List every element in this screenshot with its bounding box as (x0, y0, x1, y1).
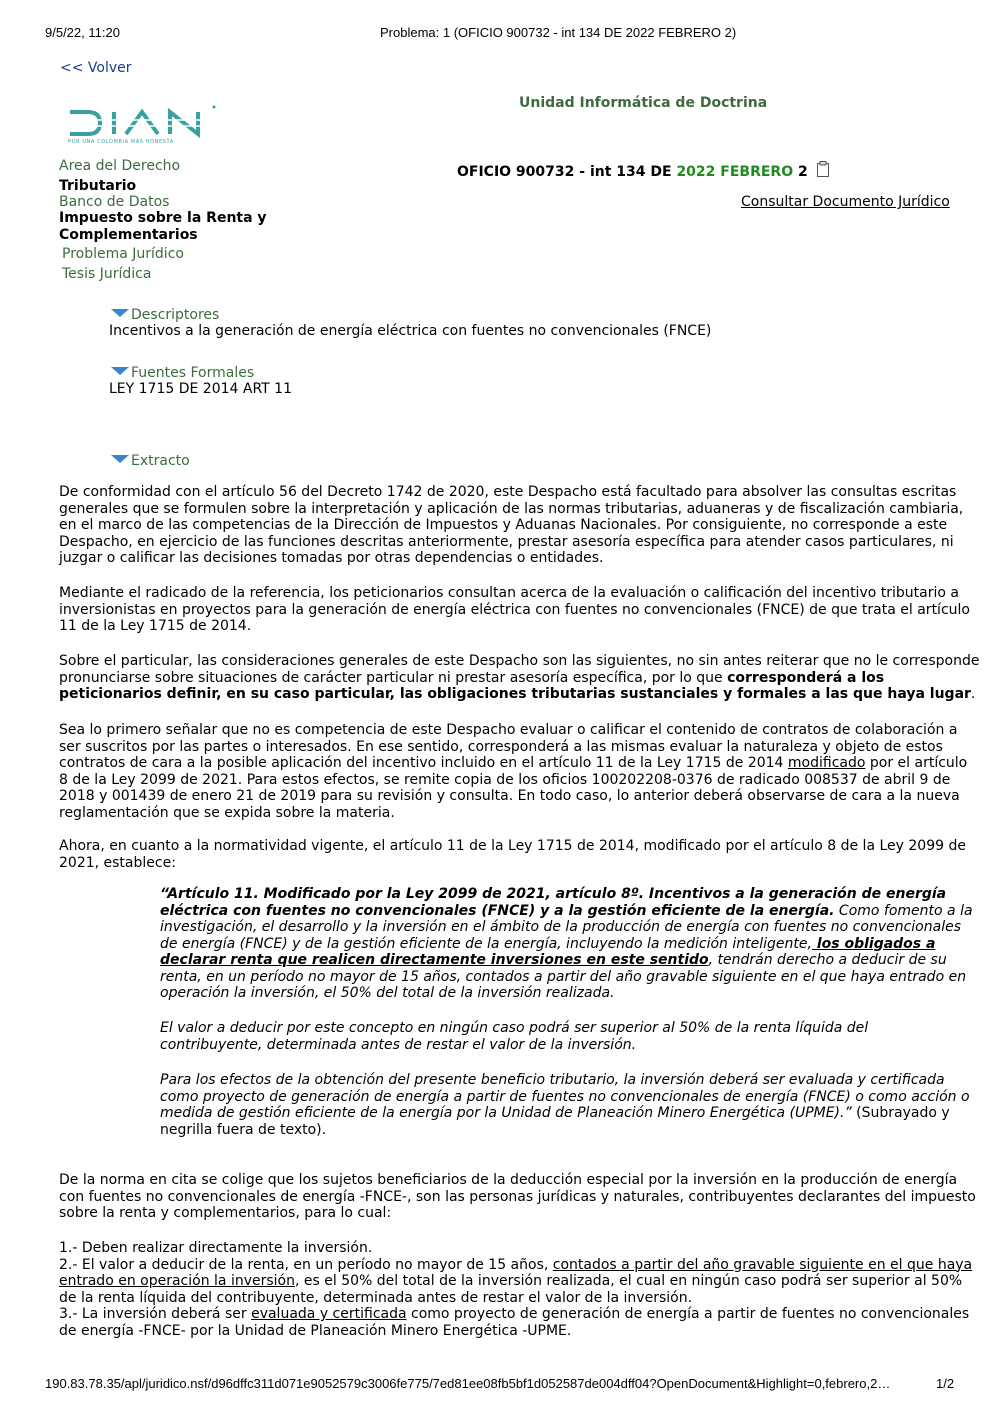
print-url: 190.83.78.35/apl/juridico.nsf/d96dffc311d071e9052579c3006fe775/7ed81ee08fb5bf1d052587de004dff04?OpenDocument&Highlight=0,febrero,2… (45, 1376, 891, 1391)
list-item: 3.- La inversión deberá ser evaluada y certificada como proyecto de generación de energía a partir de fuentes no convencionales (59, 1306, 970, 1322)
extracto-header[interactable] (111, 453, 190, 469)
logo-tagline: POR UNA COLOMBIA MÁS HONESTA (68, 139, 174, 145)
logo-letter-a (126, 112, 158, 134)
banco-value-1: Impuesto sobre la Renta y (59, 210, 267, 226)
print-datetime: 9/5/22, 11:20 (45, 25, 120, 40)
area-label: Area del Derecho (59, 158, 181, 174)
doc-title-suffix: 2 (793, 164, 808, 180)
paragraph-2: Mediante el radicado de la referencia, los peticionarios consultan acerca de la evaluación o calificación del incentivo tributario a inversionistas en proyectos para la generación de energía eléctrica con fuentes no convencionales (FNCE) de que trata el artículo 11 de la Ley 1715 de 2014. (59, 585, 970, 634)
doc-title (457, 161, 831, 180)
consult-document-link[interactable]: Consultar Documento Jurídico (741, 194, 950, 210)
banco-value-2: Complementarios (59, 227, 198, 243)
doc-title-prefix: OFICIO 900732 - int 134 DE (457, 164, 677, 180)
paragraph-1: De conformidad con el artículo 56 del Decreto 1742 de 2020, este Despacho está facultado para absolver las consultas escritas generales que se formulen sobre la interpretación y aplicación de las normas tributarias, aduaneras y de fiscalización cambiaria, en el marco de las competencias de la Dirección de Impuestos y Aduanas Nacionales. Por consiguiente, no corresponde a este Despacho, en ejercicio de las funciones descritas anteriormente, prestar asesoría específica para atender casos particulares, ni juzgar o calificar las decisiones tomadas por otras dependencias o entidades. (59, 484, 964, 566)
quote-paragraph-2: El valor a deducir por este concepto en ningún caso podrá ser superior al 50% de la renta líquida del contribuyente, determinada antes de restar el valor de la inversión. (160, 1020, 869, 1053)
paragraph-6: De la norma en cita se colige que los sujetos beneficiarios de la deducción especial por la inversión en la producción de energía con fuentes no convencionales de energía -FNCE-, son las personas jurídicas y naturales, contribuyentes declarantes del impuesto sobre la renta y complementarios, para lo cual: (59, 1172, 976, 1221)
descriptores-header[interactable] (111, 307, 219, 323)
problema-label[interactable]: Problema Jurídico (62, 246, 184, 262)
dian-logo (66, 102, 218, 148)
fuentes-header[interactable] (111, 365, 254, 381)
banco-label: Banco de Datos (59, 194, 170, 210)
list-item: 1.- Deben realizar directamente la inversión. (59, 1240, 373, 1256)
print-page-number: 1/2 (936, 1376, 955, 1391)
unit-title: Unidad Informática de Doctrina (519, 95, 768, 111)
triangle-down-icon (111, 455, 129, 463)
tesis-label[interactable]: Tesis Jurídica (62, 266, 152, 282)
clipboard-icon[interactable] (815, 161, 831, 177)
doc-title-date: 2022 FEBRERO (676, 164, 794, 180)
print-title: Problema: 1 (OFICIO 900732 - int 134 DE 2022 FEBRERO 2) (380, 25, 737, 40)
fuentes-label: Fuentes Formales (131, 365, 255, 381)
quote-paragraph-1: “Artículo 11. Modificado por la Ley 2099 de 2021, artículo 8º. Incentivos a la generación de energía eléctrica con fuentes no convencionales (FNCE) y a la gestión eficiente de la energía. Como fomento a la investigación, el desarrollo y la inversión en el ámbito de la producción de energía con fuentes no convencionales de energía (FNCE) y de la gestión eficiente de la energía, incluyendo la medición inteligente, los obligados a declarar renta que realicen directamente inversiones en este sentido, tendrán derecho a deducir de su renta, en un período no mayor de 15 años, contados a partir del año gravable siguiente en el que haya entrado en operación la inversión, el 50% del total de la inversión realizada. (160, 886, 973, 1001)
area-value: Tributario (59, 178, 137, 194)
paragraph-3: Sobre el particular, las consideraciones generales de este Despacho son las siguientes, no sin antes reiterar que no le corresponde pronunciarse sobre situaciones de carácter particular ni prestar asesoría específica, por lo que corresponderá a los peticionarios definir, en su caso particular, las obligaciones tributarias sustanciales y formales a las que haya lugar. (59, 653, 980, 702)
fuentes-value: LEY 1715 DE 2014 ART 11 (109, 381, 292, 397)
back-link[interactable]: << Volver (60, 60, 132, 76)
logo-letter-n (170, 112, 198, 134)
descriptores-value: Incentivos a la generación de energía eléctrica con fuentes no convencionales (FNCE) (109, 323, 712, 339)
quote-paragraph-3: Para los efectos de la obtención del presente beneficio tributario, la inversión deberá ser evaluada y certificada como proyecto de generación de energía a partir de fuentes no convencionales de energía (FNCE) o como acción o medida de gestión eficiente de la energía por la Unidad de Planeación Minero Energética (UPME).” (Subrayado y negrilla fuera de texto). (160, 1072, 970, 1138)
triangle-down-icon (111, 309, 129, 317)
requirements-list: 1.- Deben realizar directamente la inversión. 2.- El valor a deducir de la renta, en un período no mayor de 15 años, contados a partir del año gravable siguiente en el que haya entrado en operación la inversión, es el 50% del total de la inversión realizada, el cual en ningún caso podrá ser superior al 50% de la renta líquida del contribuyente, determinada antes de restar el valor de la inversión. 3.- La inversión deberá ser evaluada y certificada como proyecto de generación de energía a partir de fuentes no convencionales de energía -FNCE- por la Unidad de Planeación Minero Energética -UPME. (59, 1240, 973, 1339)
logo-letter-d (70, 112, 100, 134)
paragraph-5: Ahora, en cuanto a la normatividad vigente, el artículo 11 de la Ley 1715 de 2014, modificado por el artículo 8 de la Ley 2099 de 2021, establece: (59, 838, 966, 871)
triangle-down-icon (111, 367, 129, 375)
descriptores-label: Descriptores (131, 307, 220, 323)
paragraph-4: Sea lo primero señalar que no es competencia de este Despacho evaluar o calificar el contenido de contratos de colaboración a ser suscritos por las partes o interesados. En ese sentido, corresponderá a las mismas evaluar la naturaleza y objeto de estos contratos de cara a la posible aplicación del incentivo incluido en el artículo 11 de la Ley 1715 de 2014 modificado por el artículo 8 de la Ley 2099 de 2021. Para estos efectos, se remite copia de los oficios 100202208-0376 de radicado 008537 de abril 9 de 2018 y 001439 de enero 21 de 2019 para su revisión y consulta. En todo caso, lo anterior deberá observarse de cara a la nueva reglamentación que se expida sobre la materia. (59, 722, 968, 821)
extracto-label: Extracto (131, 453, 190, 469)
list-item: 2.- El valor a deducir de la renta, en un período no mayor de 15 años, contados a partir del año gravable siguiente en el que haya (59, 1256, 973, 1273)
